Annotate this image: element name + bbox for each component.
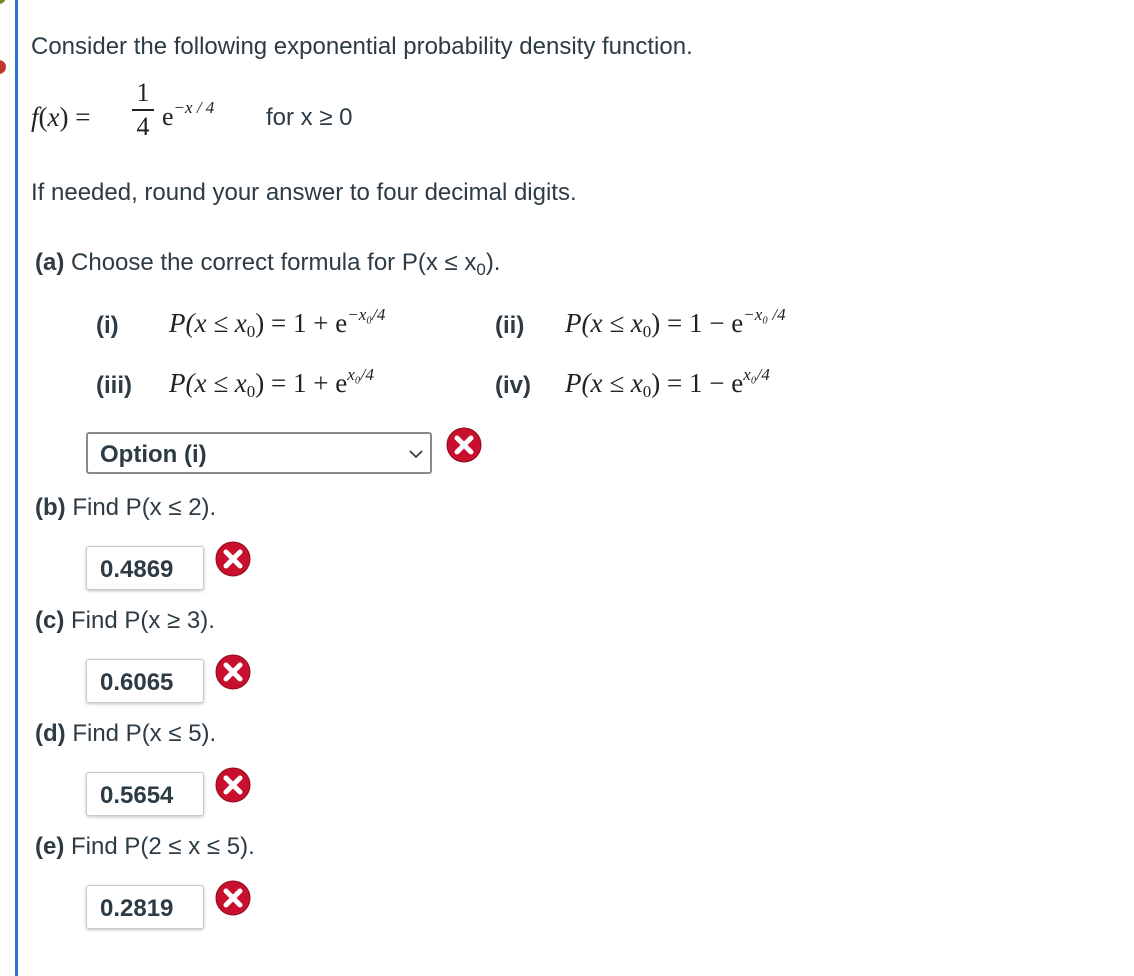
incorrect-icon-c	[214, 653, 252, 691]
option-iv-exp: x₀/4	[743, 365, 770, 384]
option-i-lhs: P(x ≤ x	[169, 308, 247, 338]
incorrect-icon-a	[445, 426, 483, 464]
option-ii-lhs: P(x ≤ x	[565, 308, 643, 338]
pdf-numerator: 1	[136, 78, 150, 107]
part-c-text: Find P(x ≥ 3).	[71, 607, 215, 634]
answer-input-c[interactable]	[86, 659, 204, 703]
option-ii-rhs: ) = 1 − e	[651, 308, 744, 338]
pdf-denominator: 4	[136, 112, 150, 141]
option-iv-rhs: ) = 1 − e	[651, 368, 744, 398]
pdf-condition: for x ≥ 0	[266, 104, 353, 131]
option-iv-lhs: P(x ≤ x	[565, 368, 643, 398]
left-status-markers	[0, 0, 3, 976]
answer-value-d: 0.5654	[100, 782, 174, 809]
option-i-sub: 0	[246, 322, 256, 341]
part-b-text: Find P(x ≤ 2).	[72, 494, 217, 521]
option-iii-rhs: ) = 1 + e	[255, 368, 348, 398]
answer-input-e[interactable]	[86, 885, 204, 929]
left-border-rule	[15, 0, 18, 976]
part-d-label: (d)	[35, 720, 66, 747]
option-ii-formula	[565, 305, 786, 341]
option-ii-sub: 0	[642, 322, 652, 341]
fraction-bar	[132, 109, 154, 111]
option-iii-lhs: P(x ≤ x	[169, 368, 247, 398]
formula-select[interactable]	[86, 432, 432, 474]
pdf-exponent: −x / 4	[173, 98, 215, 117]
pdf-fraction	[132, 79, 154, 141]
incorrect-icon-e	[214, 879, 252, 917]
status-dot-red	[0, 60, 6, 74]
option-iii-label: (iii)	[96, 372, 132, 399]
option-iv-formula	[565, 365, 770, 401]
part-a-label: (a)	[35, 249, 65, 276]
option-i-label: (i)	[96, 312, 119, 339]
part-a-close: ).	[485, 249, 501, 276]
option-iii-exp: x₀/4	[347, 365, 374, 384]
part-e-label: (e)	[35, 833, 65, 860]
part-d-text: Find P(x ≤ 5).	[72, 720, 217, 747]
pdf-lhs: f(x) =	[31, 102, 91, 132]
option-iv-label: (iv)	[495, 372, 531, 399]
rounding-note: If needed, round your answer to four decimal digits.	[31, 179, 577, 206]
incorrect-icon-b	[214, 540, 252, 578]
answer-value-e: 0.2819	[100, 895, 174, 922]
option-i-exp: −x₀/4	[347, 305, 386, 324]
part-b-prompt	[35, 494, 216, 522]
pdf-exp-base: e	[162, 102, 174, 131]
formula-select-value: Option (i)	[100, 441, 207, 468]
part-c-prompt	[35, 607, 215, 635]
option-iii-sub: 0	[246, 382, 256, 401]
option-ii-label: (ii)	[495, 312, 525, 339]
intro-text: Consider the following exponential probability density function.	[31, 33, 693, 60]
option-iv-sub: 0	[642, 382, 652, 401]
answer-value-b: 0.4869	[100, 556, 174, 583]
part-e-text: Find P(2 ≤ x ≤ 5).	[71, 833, 255, 860]
part-c-label: (c)	[35, 607, 65, 634]
part-a-prompt	[35, 249, 500, 277]
option-iii-formula	[169, 365, 374, 401]
pdf-exponential	[162, 98, 215, 132]
option-ii-exp: −x₀ /4	[743, 305, 786, 324]
status-dot-green	[0, 0, 6, 4]
option-i-rhs: ) = 1 + e	[255, 308, 348, 338]
part-b-label: (b)	[35, 494, 66, 521]
chevron-down-icon	[408, 446, 424, 462]
part-a-sub: 0	[476, 260, 486, 279]
answer-value-c: 0.6065	[100, 669, 174, 696]
part-a-text: Choose the correct formula for P(x ≤ x	[71, 249, 477, 276]
part-e-prompt	[35, 833, 255, 861]
answer-input-d[interactable]	[86, 772, 204, 816]
incorrect-icon-d	[214, 766, 252, 804]
part-d-prompt	[35, 720, 216, 748]
option-i-formula	[169, 305, 386, 341]
answer-input-b[interactable]	[86, 546, 204, 590]
